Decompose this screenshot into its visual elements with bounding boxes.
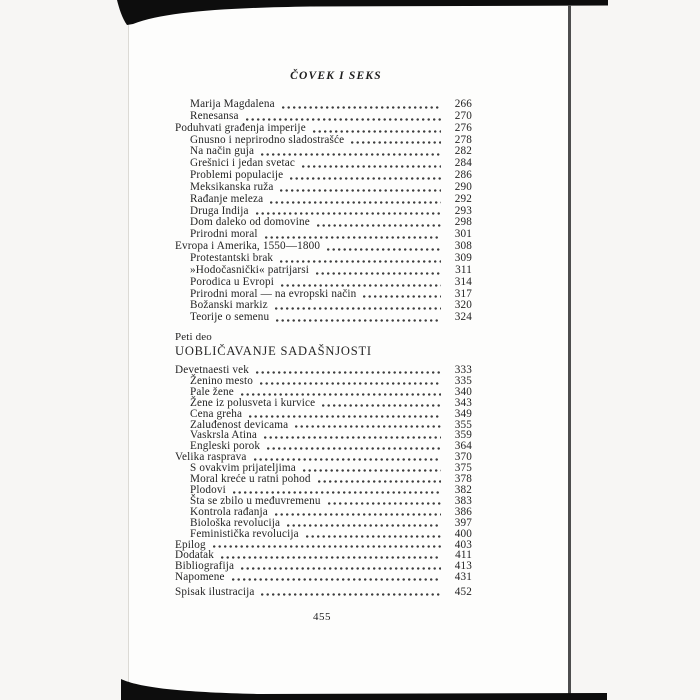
toc-block-part5	[175, 365, 472, 598]
toc-entry-title: Meksikanska ruža	[190, 180, 274, 193]
toc-entry-title: Dom daleko od domovine	[190, 216, 310, 229]
toc-entry-title: Biološka revolucija	[190, 516, 281, 529]
dot-leader	[328, 502, 441, 505]
toc-entry-page: 364	[454, 440, 472, 453]
toc-entry-title: Pale žene	[190, 385, 234, 398]
section-heading-part-title: UOBLIČAVANJE SADAŠNJOSTI	[175, 344, 372, 359]
toc-entry-page: 403	[454, 538, 472, 551]
toc-entry-page: 290	[454, 180, 472, 193]
dot-leader	[261, 593, 441, 596]
toc-block-part4	[175, 99, 472, 324]
toc-entry-page: 340	[454, 385, 472, 398]
dot-leader	[295, 425, 441, 428]
toc-entry-title: Marija Magdalena	[190, 98, 275, 110]
toc-entry-title: Velika rasprava	[175, 451, 247, 464]
dot-leader	[232, 578, 441, 581]
toc-entry-page: 278	[454, 133, 472, 146]
toc-entry-title: S ovakvim prijateljima	[190, 462, 296, 475]
dot-leader	[233, 491, 441, 494]
toc-entry-page: 386	[454, 505, 472, 518]
toc-entry-title: Prirodni moral — na evropski način	[190, 287, 357, 300]
toc-entry-page: 311	[455, 263, 472, 276]
toc-entry-title: Prirodni moral	[190, 228, 258, 241]
dot-leader	[249, 415, 441, 418]
toc-entry-page: 383	[454, 494, 472, 507]
toc-entry-page: 370	[454, 451, 472, 464]
toc-entry-title: Božanski markiz	[190, 299, 268, 312]
dot-leader	[261, 153, 441, 156]
toc-entry	[175, 182, 472, 194]
toc-entry-title: Problemi populacije	[190, 169, 284, 182]
toc-entry-title: Grešnici i jedan svetac	[190, 157, 296, 170]
dot-leader	[281, 284, 441, 287]
toc-entry-title: Žene iz polusveta i kurvice	[190, 396, 316, 409]
toc-entry-title: Feministička revolucija	[190, 527, 299, 540]
section-heading-part-label: Peti deo	[175, 331, 212, 344]
toc-entry-page: 382	[454, 484, 472, 496]
dot-leader	[270, 201, 441, 204]
dot-leader	[306, 535, 441, 538]
toc-entry-title: Moral kreće u ratni pohod	[190, 473, 311, 486]
toc-entry-title: Protestantski brak	[190, 251, 274, 264]
toc-entry	[175, 312, 472, 324]
toc-entry-page: 335	[454, 374, 472, 387]
toc-entry-title: Zaluđenost devicama	[190, 418, 289, 431]
toc-entry-page: 431	[454, 571, 472, 584]
toc-entry	[175, 540, 472, 551]
dot-leader	[282, 106, 441, 109]
toc-entry-title: »Hodočasnički« patrijarsi	[190, 263, 310, 276]
table-of-contents	[175, 99, 472, 598]
toc-entry-title: Devetnaesti vek	[175, 364, 250, 377]
toc-entry-page: 359	[454, 429, 472, 442]
toc-entry-title: Renesansa	[190, 109, 239, 122]
toc-entry-title: Rađanje meleza	[190, 192, 264, 205]
toc-entry-title: Porodica u Evropi	[190, 275, 274, 288]
toc-entry-page: 276	[454, 121, 472, 134]
toc-entry-title: Šta se zbilo u međuvremenu	[190, 494, 321, 507]
toc-entry-page: 292	[454, 192, 472, 205]
toc-entry-title: Evropa i Amerika, 1550—1800	[175, 240, 321, 253]
dot-leader	[275, 307, 441, 310]
toc-entry-page: 349	[454, 407, 472, 420]
toc-entry-page: 397	[454, 516, 472, 529]
dot-leader	[290, 177, 441, 180]
toc-entry-title: Engleski porok	[190, 440, 261, 453]
toc-entry-page: 298	[454, 216, 472, 229]
dot-leader	[322, 404, 441, 407]
toc-entry	[175, 587, 472, 598]
dot-leader	[313, 130, 441, 133]
dot-leader	[246, 118, 441, 121]
dot-leader	[241, 393, 441, 396]
toc-entry	[175, 572, 472, 583]
toc-entry-page: 317	[454, 287, 472, 300]
toc-entry	[175, 409, 472, 420]
dot-leader	[256, 371, 441, 374]
toc-entry-title: Ženino mesto	[190, 374, 254, 387]
toc-entry-title: Teorije o semenu	[190, 311, 270, 324]
dot-leader	[316, 272, 441, 275]
dot-leader	[317, 224, 441, 227]
toc-entry	[175, 265, 472, 277]
toc-entry-page: 378	[454, 473, 472, 486]
toc-entry-title: Gnusno i neprirodno sladostrašće	[190, 133, 345, 146]
toc-entry-page: 266	[454, 98, 472, 110]
dot-leader	[302, 165, 441, 168]
toc-entry-title: Poduhvati građenja imperije	[175, 121, 306, 134]
dot-leader	[213, 545, 441, 548]
toc-entry-title: Spisak ilustracija	[175, 585, 255, 598]
toc-entry-page: 320	[454, 299, 472, 312]
dot-leader	[264, 436, 441, 439]
toc-entry-page: 284	[454, 157, 472, 170]
toc-entry-page: 355	[454, 418, 472, 431]
running-header-title: ČOVEK I SEKS	[290, 70, 382, 82]
dot-leader	[256, 212, 441, 215]
dot-leader	[276, 319, 441, 322]
toc-entry	[175, 277, 472, 289]
toc-entry-page: 400	[454, 527, 472, 540]
dot-leader	[241, 567, 441, 570]
toc-entry-page: 286	[454, 169, 472, 182]
toc-entry-title: Cena greha	[190, 407, 243, 420]
toc-entry-page: 343	[454, 396, 472, 409]
scan-edge-right	[568, 5, 571, 695]
toc-entry-title: Epilog	[175, 538, 206, 551]
section-heading	[175, 331, 472, 358]
toc-entry-title: Plodovi	[190, 484, 226, 496]
toc-entry-page: 308	[454, 240, 472, 253]
toc-entry	[175, 529, 472, 540]
dot-leader	[260, 382, 441, 385]
dot-leader	[351, 141, 441, 144]
dot-leader	[363, 295, 441, 298]
toc-entry	[175, 518, 472, 529]
toc-entry	[175, 123, 472, 135]
toc-entry-title: Druga Indija	[190, 204, 249, 217]
toc-entry-page: 324	[454, 311, 472, 324]
dot-leader	[318, 480, 441, 483]
dot-leader	[303, 469, 441, 472]
dot-leader	[221, 556, 441, 559]
toc-entry-page: 301	[454, 228, 472, 241]
toc-entry-page: 309	[454, 251, 472, 264]
toc-entry-page: 282	[454, 145, 472, 158]
toc-entry-page: 270	[454, 109, 472, 122]
toc-entry-title: Napomene	[175, 571, 225, 584]
toc-entry	[175, 194, 472, 206]
toc-entry-page: 452	[454, 585, 472, 598]
toc-entry-title: Dodatak	[175, 549, 214, 562]
dot-leader	[327, 248, 441, 251]
toc-entry-page: 413	[454, 560, 472, 573]
toc-entry-title: Bibliografija	[175, 560, 235, 573]
toc-entry-page: 375	[454, 462, 472, 475]
toc-entry-title: Na način guja	[190, 145, 255, 158]
toc-entry-page: 333	[454, 364, 472, 377]
dot-leader	[265, 236, 441, 239]
toc-entry-title: Vaskrsla Atina	[190, 429, 258, 442]
dot-leader	[280, 260, 441, 263]
page-number: 455	[313, 611, 331, 623]
toc-entry-page: 293	[454, 204, 472, 217]
dot-leader	[287, 524, 441, 527]
toc-entry	[175, 111, 472, 123]
dot-leader	[267, 447, 441, 450]
toc-entry-page: 411	[455, 549, 472, 562]
toc-entry-page: 314	[454, 275, 472, 288]
dot-leader	[254, 458, 441, 461]
toc-entry-title: Kontrola rađanja	[190, 505, 268, 518]
dot-leader	[280, 189, 441, 192]
dot-leader	[275, 513, 441, 516]
